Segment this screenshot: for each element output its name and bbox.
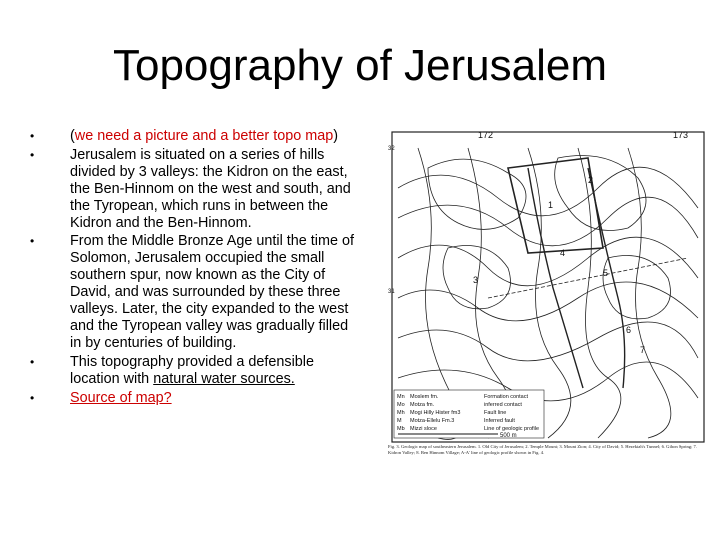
scale-label: 500 m <box>500 433 517 439</box>
legend-label: Fault line <box>484 410 507 416</box>
contour-line <box>398 237 698 286</box>
legend-label: Mogi Hilly Hister fm3 <box>410 410 461 416</box>
map-region-number: 4 <box>560 248 566 258</box>
legend-label: Motza fm. <box>410 402 435 408</box>
legend-code: Mn <box>397 394 405 400</box>
map-region-number: 2 <box>588 175 594 185</box>
contour-line <box>428 159 526 229</box>
bullet-list <box>30 128 360 409</box>
contour-line <box>578 148 621 438</box>
map-region-number: 5 <box>603 268 609 278</box>
map-region-number: 6 <box>626 325 632 335</box>
legend-label: Inferred fault <box>484 418 515 424</box>
legend-code: Mb <box>397 426 405 432</box>
bullet-dot-icon: • <box>30 147 35 162</box>
topographic-map <box>388 128 710 466</box>
contour-line <box>555 156 646 231</box>
legend-label: Formation contact <box>484 394 529 400</box>
legend-label: Line of geologic profile <box>484 426 540 432</box>
legend-label: Moslem fm. <box>410 394 439 400</box>
map-top-label: 173 <box>673 130 689 140</box>
map-caption: Fig. 3. Geologic map of southeastern Jerusalem. 1. Old City of Jerusalem; 2. Temple Mount; 3. Mount Zion; 4. City of David; 5. Hezekiah's Tunnel; 6. Gihon Spring; 7. Kidron Valley; 8. Ben Hinnom Village; A-A' line of geologic profile shown in Fig. 4. <box>388 444 697 455</box>
bullet-dot-icon: • <box>30 390 35 405</box>
contour-line <box>628 148 671 438</box>
slide-title: Topography of Jerusalem <box>112 41 608 90</box>
bullet-underlined-text: natural water sources. <box>153 370 295 387</box>
bullet-prefix: ( <box>70 128 75 144</box>
valley-line <box>588 168 625 388</box>
bullet-text: From the Middle Bronze Age until the time of Solomon, Jerusalem occupied the small southern spur, now known as the City of David, and was surrounded by these three valleys. Later, the city expanded to the west and the Tyropean valley was gradually filled in by centuries of building. <box>70 233 354 351</box>
bullet-text: This topography provided a defensible location with <box>70 353 315 387</box>
map-legend <box>394 390 544 438</box>
map-corner-label: 32 <box>388 146 395 152</box>
bullet-suffix: ) <box>333 128 338 144</box>
bullet-text: Jerusalem is situated on a series of hills divided by 3 valleys: the Kidron on the east, the Ben-Hinnom on the west and south, and the Tyropean, which runs in between the Kidron and the Ben-Hinnom. <box>70 146 351 231</box>
map-top-label: 172 <box>478 130 494 140</box>
contour-line <box>603 256 671 319</box>
bullet-dot-icon: • <box>30 234 35 249</box>
source-of-map-link[interactable]: Source of map? <box>70 389 172 406</box>
map-region-number: 7 <box>640 345 646 355</box>
bullet-item <box>30 147 360 232</box>
map-corner-label: 31 <box>388 289 395 295</box>
legend-label: Motza-Ellelu Fm.3 <box>410 418 455 424</box>
map-region-number: 1 <box>548 200 554 210</box>
bullet-dot-icon: • <box>30 129 35 143</box>
contour-line <box>398 322 698 361</box>
contour-line <box>398 282 698 321</box>
legend-label: inferred contact <box>484 402 522 408</box>
bullet-item <box>30 390 360 407</box>
bullet-item <box>30 233 360 351</box>
map-region-number: 3 <box>473 275 479 285</box>
bullet-red-note: we need a picture and a better topo map <box>74 128 334 144</box>
legend-code: Mo <box>397 402 405 408</box>
legend-code: Mh <box>397 410 405 416</box>
legend-code: M <box>397 418 402 424</box>
legend-label: Mizzi sloce <box>410 426 437 432</box>
bullet-item <box>30 354 360 388</box>
bullet-dot-icon: • <box>30 354 35 369</box>
bullet-item <box>30 128 360 145</box>
